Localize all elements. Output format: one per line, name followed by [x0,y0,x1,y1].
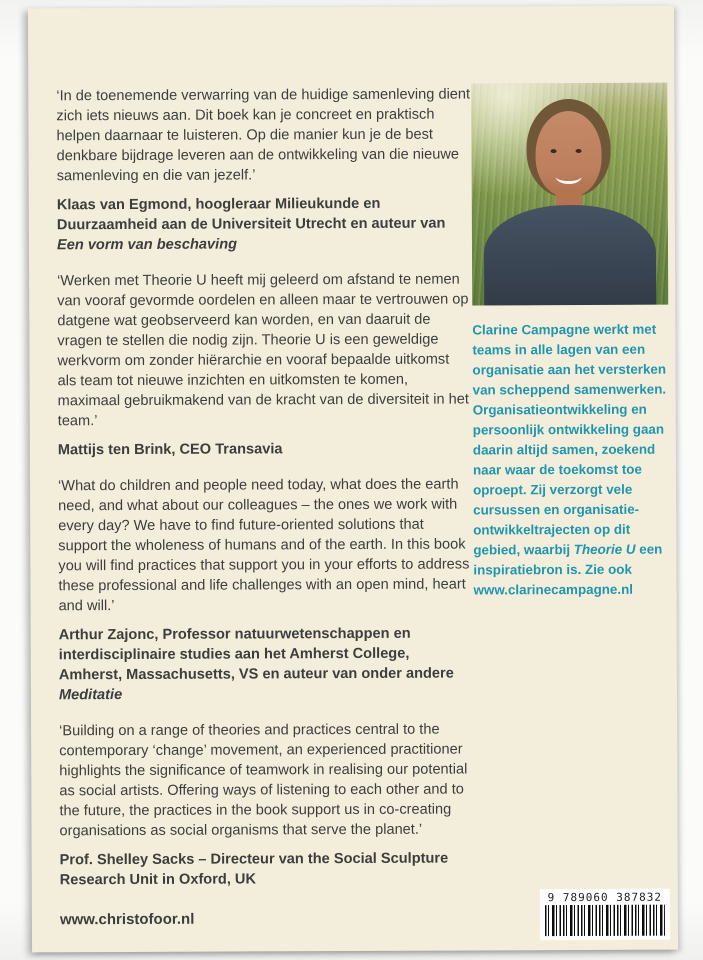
attribution-work-title: Meditatie [58,687,123,704]
bio-work-title: Theorie U [573,541,636,558]
attribution-work-title: Een vorm van beschaving [56,236,238,254]
bio-text: een inspiratiebron is. Zie ook www.clarinecampagne.nl [473,541,663,598]
barcode-number: 9 789060 387832 [547,890,663,905]
quote-block-3 [58,474,473,705]
author-column [471,83,669,601]
book-cover [28,6,678,953]
author-face-shape [535,111,601,197]
quote-attribution [60,848,474,890]
barcode [540,889,670,941]
author-eye-shape [551,149,557,153]
quote-block-4 [59,719,474,890]
author-eye-shape [576,149,582,153]
quote-text: ‘Werken met Theorie U heeft mij geleerd om afstand te nemen van vooraf gevormde oordelen en alleen maar te vertrouwen op datgene wat geobserveerd kan worden, en van daaruit de vragen te stellen die nodig zijn. Theorie U is een geweldige werkvorm om zonder hiërarchie en vooraf bepaalde uitkomst als team tot nieuwe inzichten en uitkomsten te komen, maximaal gebruikmakend van de kracht van de diversiteit in het team.’ [57,271,469,430]
quote-attribution [59,623,473,705]
author-photo [471,83,668,306]
quote-block-2 [57,269,472,460]
attribution-text: Prof. Shelley Sacks – Directeur van the Social Sculpture Research Unit in Oxford, UK [59,850,449,889]
barcode-bars [545,905,665,937]
publisher-url: www.christofoor.nl [59,910,195,929]
quote-attribution [57,193,471,255]
bio-text: Clarine Campagne werkt met teams in alle lagen van een organisatie aan het versterken van scheppend samenwerken. Organisatieontwikkeling en persoonlijk ontwikkeling gaan daarin altijd samen, zoekend naar waar de toekomst toe oproept. Zij verzorgt vele cursussen en organisatie-ontwikkeltrajecten op dit gebied, waarbij [472,321,667,558]
quote-text: ‘What do children and people need today, what does the earth need, and what about our colleagues – the ones we work with every day? We have to find future-oriented solutions that support the wholeness of humans and of the earth. In this book you will find practices that support you in your efforts to address these professional and life challenges with an open mind, heart and will.’ [57,476,470,615]
quote-text: ‘In de toenemende verwarring van de huidige samenleving dient zich iets nieuws aan. Dit boek kan je concreet en praktisch helpen daarnaar te luisteren. Op die manier kun je de best denkbare bijdrage leveren aan de ontwikkeling van die nieuwe samenleving en die van jezelf.’ [56,86,471,185]
author-smile-shape [556,169,582,184]
attribution-text: Arthur Zajonc, Professor natuurwetenschappen en interdisciplinaire studies aan het Amherst College, Amherst, Massachusetts, VS en auteur van onder andere [58,625,454,684]
quotes-column [56,84,474,906]
attribution-text: Mattijs ten Brink, CEO Transavia [57,441,283,459]
quote-attribution [58,438,472,460]
author-bio [472,320,669,601]
quote-text: ‘Building on a range of theories and practices central to the contemporary ‘change’ movement, an experienced practitioner highlights the significance of teamwork in realising our potential as social artists. Offering ways of listening to each other and to the future, the practices in the book support us in co-creating organisations as social organisms that serve the planet.’ [59,721,468,840]
attribution-text: Klaas van Egmond, hoogleraar Milieukunde en Duurzaamheid aan de Universiteit Utrecht en auteur van [56,195,446,234]
author-torso-shape [484,205,656,306]
quote-block-1 [56,84,471,255]
